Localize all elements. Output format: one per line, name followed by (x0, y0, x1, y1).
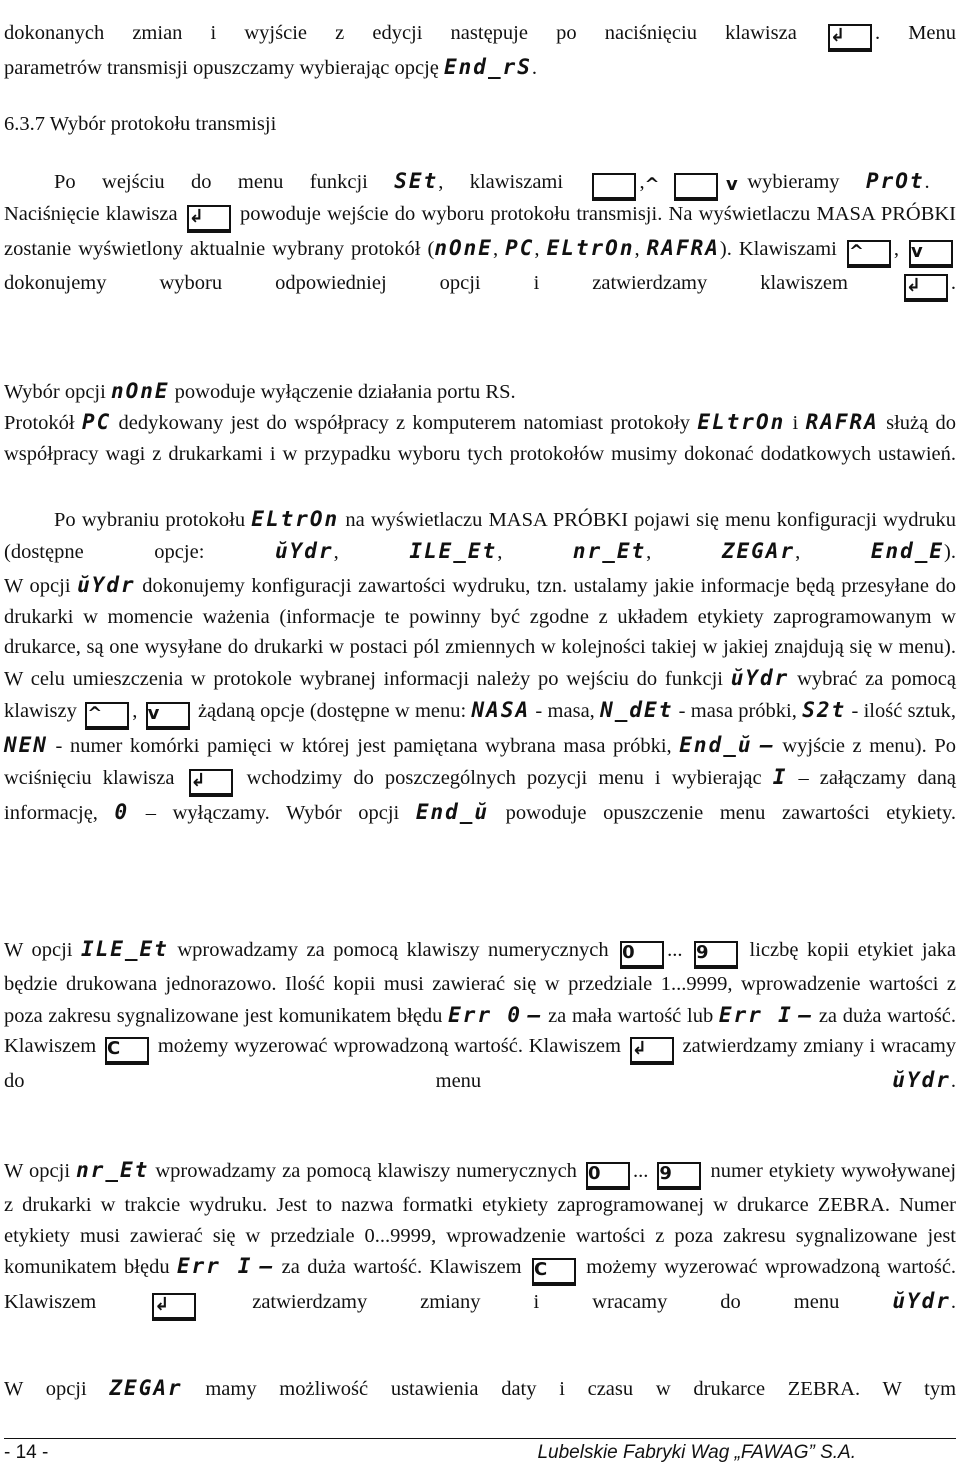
display-eltron: ELtrOn (546, 236, 635, 260)
display-err1: Err I (718, 1002, 793, 1027)
clear-key-icon: C (532, 1258, 576, 1286)
display-zero: 0 (114, 799, 130, 824)
paragraph-protocols: Protokół PC dedykowany jest do współpracy z komputerem natomiast protokoły ELtrOn i RAFRA służą do współpracy wagi z drukarkami i w przypadku wyboru tych protokołów musimy dokonać dodatkowych ustawień. (4, 410, 957, 465)
display-none: nOnE (434, 236, 493, 260)
display-ile-et: ILE_Et (80, 937, 169, 961)
up-key-icon: ^ (85, 702, 129, 730)
display-wydr: ŭYdr (892, 1289, 951, 1314)
display-prot: PrOt (865, 169, 925, 193)
enter-key-icon: ↲ (828, 24, 872, 52)
text: . Menu (874, 22, 957, 44)
zero-key-icon: 0 (620, 941, 664, 969)
text: parametrów transmisji opuszczamy wybierając opcję (4, 57, 439, 79)
display-zegar: ZEGAr (721, 538, 796, 563)
display-end-w: End_ŭ (415, 799, 490, 824)
up-key-icon: ^ (847, 240, 891, 268)
enter-key-icon: ↲ (630, 1037, 674, 1065)
nine-key-icon: 9 (694, 941, 738, 969)
display-one: I (772, 764, 788, 789)
paragraph-continuation: dokonanych zmian i wyjście z edycji następuje po naciśnięciu klawisza ↲ . Menu parametrów transmisji opuszczamy wybierając opcję End_rS. (4, 22, 957, 79)
display-err1: Err I (176, 1254, 253, 1279)
enter-key-icon: ↲ (187, 205, 231, 233)
page-footer (4, 1442, 956, 1462)
paragraph-wydr: W opcji ŭYdr dokonujemy konfiguracji zawartości wydruku, tzn. ustalamy jakie informacje będą przesyłane do drukarki w momencie ważenia (informacje te powinny być zgodne z układem etykiety zaprogramowanym w drukarce, są one wysyłane do drukarki w postaci pól zmiennych w kolejności takiej w jakiej znajdują się w menu). W celu umieszczenia w protokole wybranej informacji należy po wejściu do funkcji ŭYdr wybrać za pomocą klawiszy ^ , v żądaną opcje (dostępne w menu: NASA - masa, N_dEt - masa próbki, S2t - ilość sztuk, NEN - numer komórki pamięci w której jest pamiętana wybrana masa próbki, End_ŭ – wyjście z menu). Po wciśnięciu klawisza ↲ wchodzimy do poszczególnych pozycji menu i wybierając I – załączamy daną informację, 0 – wyłączamy. Wybór opcji End_ŭ powoduje opuszczenie menu zawartości etykiety. (4, 573, 957, 824)
nine-key-icon: 9 (657, 1162, 701, 1190)
page-number: - 14 - (4, 1442, 49, 1463)
enter-key-icon: ↲ (189, 769, 233, 797)
display-wydr: ŭYdr (730, 666, 790, 691)
paragraph-print-config: Po wybraniu protokołu ELtrOn na wyświetlaczu MASA PRÓBKI pojawi się menu konfiguracji wydruku (dostępne opcje: ŭYdr, ILE_Et, nr_Et, ZEGAr, End_E). (4, 507, 957, 563)
paragraph-protocol-select-2: Naciśnięcie klawisza ↲ powoduje wejście do wyboru protokołu transmisji. Na wyświetlaczu MASA PRÓBKI zostanie wyświetlony aktualnie wybrany protokół (nOnE, PC, ELtrOn, RAFRA). Klawiszami ^ , v dokonujemy wyboru odpowiedniej opcji i zatwierdzamy klawiszem ↲ . (4, 199, 956, 333)
paragraph-nr-et: W opcji nr_Et wprowadzamy za pomocą klawiszy numerycznych 0 ... 9 numer etykiety wywoływanej z drukarki w trakcie wydruku. Jest to nazwa formatki etykiety zaprogramowanej w drukarce ZEBRA. Numer etykiety musi zawierać się w przedziale 0...9999, wprowadzenie wartości z poza zakresu sygnalizowane jest komunikatem błędu Err I – za duża wartość. Klawiszem C możemy wyzerować wprowadzoną wartość. Klawiszem ↲ zatwierdzamy zmiany i wracamy do menu ŭYdr. (4, 1155, 956, 1352)
zero-key-icon: 0 (586, 1162, 630, 1190)
section-heading (4, 109, 956, 140)
display-eltron: ELtrOn (697, 410, 786, 434)
down-key-icon: v (909, 240, 953, 268)
display-nr-et: nr_Et (76, 1158, 150, 1182)
display-eltron: ELtrOn (251, 507, 340, 531)
display-zegar: ZEGAr (109, 1376, 183, 1400)
paragraph-zegar: W opcji ZEGAr mamy możliwość ustawienia daty i czasu w drukarce ZEBRA. W tym (4, 1376, 957, 1400)
display-pc: PC (505, 236, 535, 260)
paragraph-ile-et: W opcji ILE_Et wprowadzamy za pomocą klawiszy numerycznych 0 ... 9 liczbę kopii etykiet jaka będzie drukowana jednorazowo. Ilość kopii musi zawierać się w przedziale 1...9999, wprowadzenie wartości z poza zakresu sygnalizowane jest komunikatem błędu Err 0 – za mała wartość lub Err I – za duża wartość. Klawiszem C możemy wyzerować wprowadzoną wartość. Klawiszem ↲ zatwierdzamy zmiany i wracamy do menu ŭYdr. (4, 937, 957, 1093)
display-masa: NASA (471, 697, 531, 722)
display-rafra: RAFRA (646, 236, 720, 260)
down-key-icon: v (674, 173, 718, 201)
heading-text: 6.3.7 Wybór protokołu transmisji (4, 113, 277, 135)
display-wydr: ŭYdr (892, 1068, 951, 1093)
display-none: nOnE (110, 379, 170, 403)
display-wydr: ŭYdr (77, 573, 136, 597)
paragraph-none-option: Wybór opcji nOnE powoduje wyłączenie działania portu RS. (4, 379, 516, 403)
display-ile-et: ILE_Et (409, 538, 498, 563)
up-key-icon: ^ (592, 173, 636, 201)
enter-key-icon: ↲ (152, 1293, 196, 1321)
display-end-w: End_ŭ (679, 732, 753, 757)
down-key-icon: v (146, 702, 190, 730)
display-set: SEt (394, 169, 439, 193)
company-name: Lubelskie Fabryki Wag „FAWAG” S.A. (537, 1442, 856, 1463)
display-pc: PC (81, 410, 112, 434)
enter-key-icon: ↲ (904, 274, 948, 302)
display-wydr: ŭYdr (275, 538, 334, 563)
display-n-det: N_dEt (600, 697, 674, 722)
text: dokonanych zmian i wyjście z edycji następuje po naciśnięciu klawisza (4, 22, 797, 44)
display-end-e: End_E (870, 538, 945, 563)
paragraph-protocol-select: Po wejściu do menu funkcji SEt, klawiszami ^, v wybieramy PrOt. (4, 166, 956, 201)
footer-rule (4, 1438, 956, 1439)
display-szt: S2t (802, 697, 847, 722)
display-end-rs: End_rS (444, 55, 532, 79)
clear-key-icon: C (105, 1037, 149, 1065)
display-err0: Err 0 (448, 1002, 522, 1027)
display-rafra: RAFRA (805, 410, 879, 434)
display-mem: NEN (4, 732, 48, 757)
display-nr-et: nr_Et (572, 538, 647, 563)
